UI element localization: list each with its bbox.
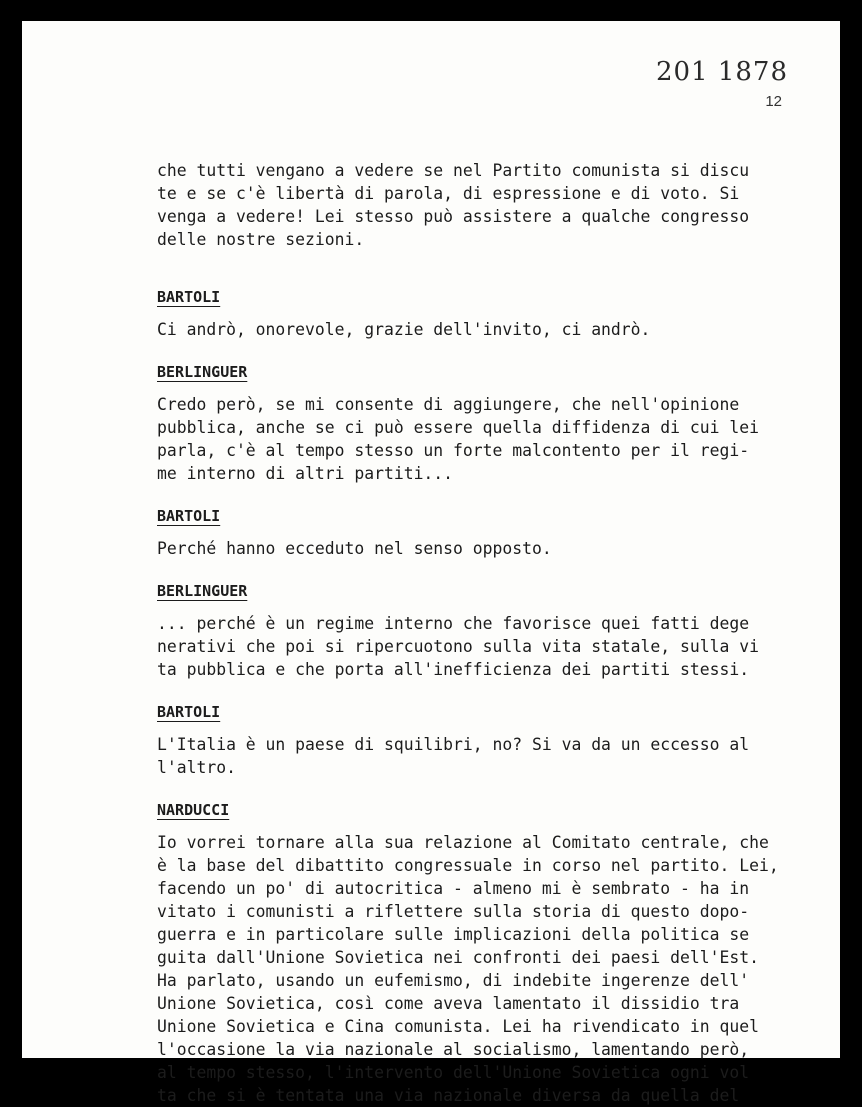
text-line: ta pubblica e che porta all'inefficienza dei partiti stessi.: [157, 660, 750, 679]
text-line: l'occasione la via nazionale al socialismo, lamentando però,: [157, 1040, 750, 1059]
page-number: 12: [765, 93, 782, 110]
speaker-name: BERLINGUER: [157, 363, 248, 381]
opening-paragraph: [157, 159, 807, 251]
text-line: vitato i comunisti a riflettere sulla storia di questo dopo-: [157, 902, 750, 921]
text-line: Unione Sovietica, così come aveva lamentato il dissidio tra: [157, 994, 740, 1013]
text-line: delle nostre sezioni.: [157, 230, 365, 249]
dialogue-block: [157, 798, 807, 1107]
text-line: ... perché è un regime interno che favorisce quei fatti dege: [157, 614, 750, 633]
text-line: Perché hanno ecceduto nel senso opposto.: [157, 539, 552, 558]
transcript-body: [157, 159, 807, 1107]
text-line: ta che si è tentata una via nazionale diversa da quella del: [157, 1086, 740, 1105]
dialogue-block: [157, 579, 807, 681]
text-line: Credo però, se mi consente di aggiungere, che nell'opinione: [157, 395, 740, 414]
document-page: [22, 21, 840, 1105]
speaker-name: NARDUCCI: [157, 801, 230, 819]
archive-number: 201 1878: [655, 57, 788, 87]
text-line: guita dall'Unione Sovietica nei confronti dei paesi dell'Est.: [157, 948, 759, 967]
speaker-name: BARTOLI: [157, 507, 221, 525]
text-line: me interno di altri partiti...: [157, 464, 454, 483]
text-line: nerativi che poi si ripercuotono sulla vita statale, sulla vi: [157, 637, 759, 656]
speaker-name: BARTOLI: [157, 703, 221, 721]
dialogue-block: [157, 504, 807, 560]
text-line: Unione Sovietica e Cina comunista. Lei ha rivendicato in quel: [157, 1017, 759, 1036]
text-line: facendo un po' di autocritica - almeno mi è sembrato - ha in: [157, 879, 750, 898]
text-line: parla, c'è al tempo stesso un forte malcontento per il regi-: [157, 441, 750, 460]
text-line: te e se c'è libertà di parola, di espressione e di voto. Si: [157, 184, 740, 203]
speaker-name: BERLINGUER: [157, 582, 248, 600]
text-line: l'altro.: [157, 758, 236, 777]
text-line: guerra e in particolare sulle implicazioni della politica se: [157, 925, 750, 944]
text-line: al tempo stesso, l'intervento dell'Unione Sovietica ogni vol: [157, 1063, 750, 1082]
text-line: Ci andrò, onorevole, grazie dell'invito, ci andrò.: [157, 320, 651, 339]
text-line: Io vorrei tornare alla sua relazione al Comitato centrale, che: [157, 833, 769, 852]
dialogue-block: [157, 360, 807, 485]
dialogue-block: [157, 700, 807, 779]
text-line: L'Italia è un paese di squilibri, no? Si va da un eccesso al: [157, 735, 750, 754]
text-line: venga a vedere! Lei stesso può assistere a qualche congresso: [157, 207, 750, 226]
text-line: che tutti vengano a vedere se nel Partito comunista si discu: [157, 161, 750, 180]
speaker-name: BARTOLI: [157, 288, 221, 306]
text-line: pubblica, anche se ci può essere quella diffidenza di cui lei: [157, 418, 759, 437]
dialogue-block: [157, 270, 807, 341]
text-line: è la base del dibattito congressuale in corso nel partito. Lei,: [157, 856, 779, 875]
text-line: Ha parlato, usando un eufemismo, di indebite ingerenze dell': [157, 971, 750, 990]
